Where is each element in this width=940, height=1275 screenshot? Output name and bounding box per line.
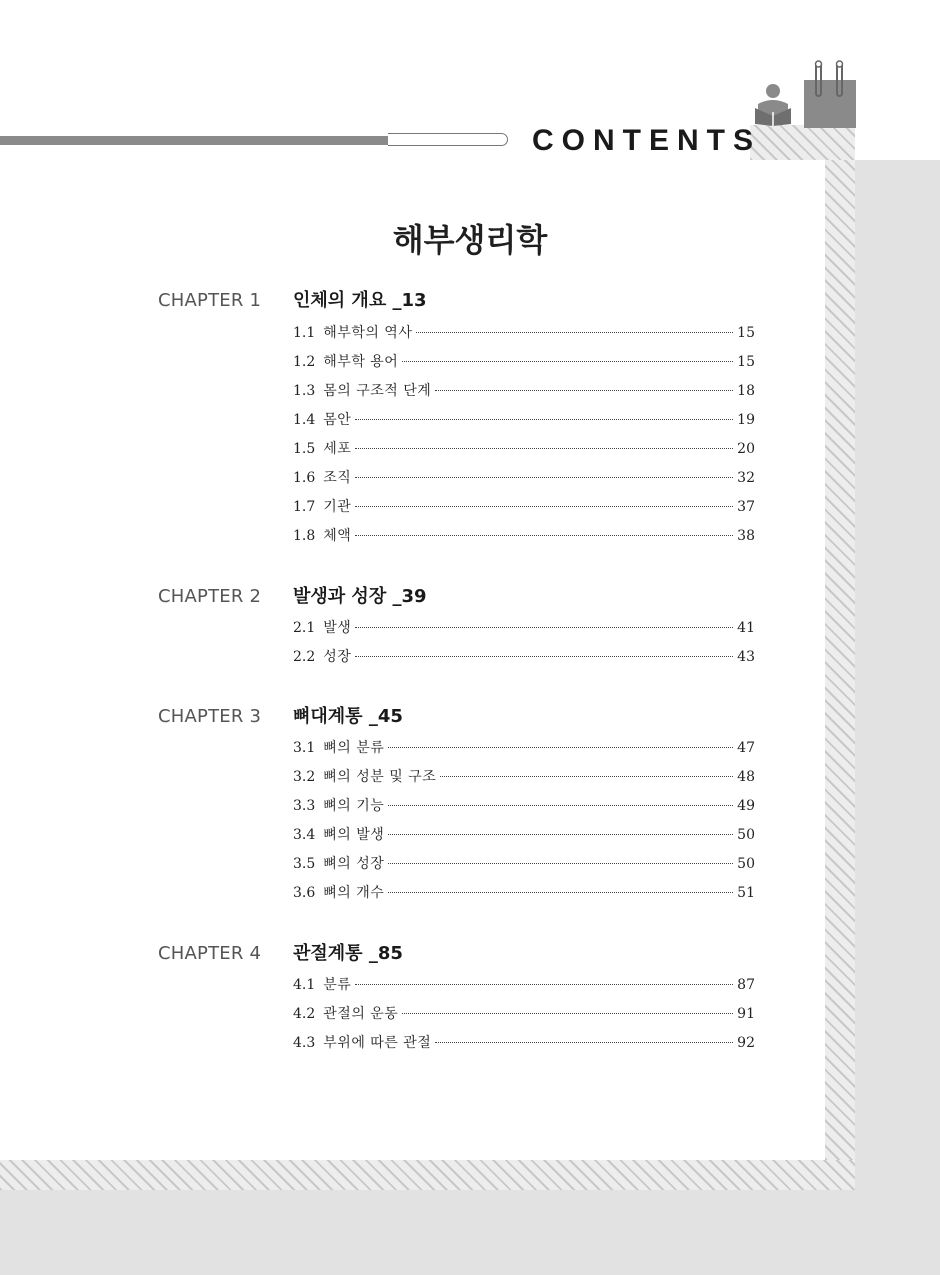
dot-leader (388, 834, 733, 835)
section-title: 뼈의 분류 (323, 740, 385, 756)
hatch-decoration-right (825, 160, 855, 1160)
section-number: 3.1 (293, 740, 316, 756)
section-title: 성장 (323, 649, 352, 665)
toc-entry[interactable] (293, 766, 755, 788)
background-right-band (855, 160, 940, 1275)
toc-entry[interactable] (293, 467, 755, 489)
section-number: 4.1 (293, 977, 316, 993)
section-title: 뼈의 개수 (323, 885, 385, 901)
section-title: 해부학 용어 (323, 354, 399, 370)
section-page: 15 (737, 354, 755, 370)
reader-book-icon (752, 82, 794, 126)
section-title: 기관 (323, 499, 352, 515)
section-page: 50 (737, 827, 755, 843)
dot-leader (388, 747, 733, 748)
toc-entry[interactable] (293, 882, 755, 904)
chapter-label: CHAPTER 2 (158, 586, 262, 607)
section-page: 92 (737, 1035, 755, 1051)
dot-leader (388, 805, 733, 806)
section-number: 4.2 (293, 1006, 316, 1022)
section-page: 41 (737, 620, 755, 636)
section-title: 뼈의 성장 (323, 856, 385, 872)
chapter-title[interactable]: 관절계통 _85 (293, 943, 403, 964)
section-page: 19 (737, 412, 755, 428)
section-page: 91 (737, 1006, 755, 1022)
section-title: 세포 (323, 441, 352, 457)
section-page: 47 (737, 740, 755, 756)
toc-entry[interactable] (293, 824, 755, 846)
section-title: 뼈의 기능 (323, 798, 385, 814)
section-number: 1.7 (293, 499, 316, 515)
section-page: 20 (737, 441, 755, 457)
toc-entry[interactable] (293, 853, 755, 875)
dot-leader (355, 477, 733, 478)
dot-leader (355, 535, 733, 536)
dot-leader (355, 448, 733, 449)
book-title: 해부생리학 (392, 221, 548, 259)
section-number: 1.1 (293, 325, 316, 341)
dot-leader (435, 1042, 733, 1043)
toc-entry[interactable] (293, 617, 755, 639)
section-title: 뼈의 발생 (323, 827, 385, 843)
binder-folder-icon (804, 58, 856, 128)
hatch-decoration-top (750, 125, 855, 160)
section-number: 1.8 (293, 528, 316, 544)
toc-entry[interactable] (293, 380, 755, 402)
section-page: 49 (737, 798, 755, 814)
toc-entry[interactable] (293, 525, 755, 547)
dot-leader (388, 892, 733, 893)
section-title: 조직 (323, 470, 352, 486)
section-number: 2.2 (293, 649, 316, 665)
chapter-label: CHAPTER 1 (158, 290, 262, 311)
toc-entry[interactable] (293, 974, 755, 996)
section-title: 발생 (323, 620, 352, 636)
section-number: 2.1 (293, 620, 316, 636)
toc-entry[interactable] (293, 496, 755, 518)
section-title: 몸안 (323, 412, 352, 428)
dot-leader (388, 863, 733, 864)
section-number: 3.5 (293, 856, 316, 872)
section-number: 3.2 (293, 769, 316, 785)
toc-entry[interactable] (293, 646, 755, 668)
dot-leader (440, 776, 733, 777)
section-number: 1.5 (293, 441, 316, 457)
dot-leader (355, 984, 733, 985)
dot-leader (355, 506, 733, 507)
toc-entry[interactable] (293, 1003, 755, 1025)
dot-leader (402, 1013, 733, 1014)
section-title: 관절의 운동 (323, 1006, 399, 1022)
section-page: 15 (737, 325, 755, 341)
section-number: 1.2 (293, 354, 316, 370)
chapter-label: CHAPTER 4 (158, 943, 262, 964)
toc-entry[interactable] (293, 409, 755, 431)
dot-leader (435, 390, 733, 391)
toc-entry[interactable] (293, 1032, 755, 1054)
section-page: 51 (737, 885, 755, 901)
section-page: 87 (737, 977, 755, 993)
chapter-title[interactable]: 인체의 개요 _13 (293, 290, 427, 311)
section-number: 1.4 (293, 412, 316, 428)
section-page: 18 (737, 383, 755, 399)
section-title: 뼈의 성분 및 구조 (323, 769, 437, 785)
header-bar (0, 136, 390, 145)
background-bottom-band (0, 1190, 940, 1275)
section-title: 부위에 따른 관절 (323, 1035, 432, 1051)
toc-entry[interactable] (293, 795, 755, 817)
chapter-title[interactable]: 뼈대계통 _45 (293, 706, 403, 727)
dot-leader (355, 419, 733, 420)
section-number: 3.6 (293, 885, 316, 901)
section-page: 48 (737, 769, 755, 785)
section-page: 38 (737, 528, 755, 544)
dot-leader (416, 332, 733, 333)
section-page: 37 (737, 499, 755, 515)
section-page: 32 (737, 470, 755, 486)
toc-entry[interactable] (293, 438, 755, 460)
header-bar-end (388, 133, 508, 146)
toc-entry[interactable] (293, 322, 755, 344)
dot-leader (355, 627, 733, 628)
section-number: 1.3 (293, 383, 316, 399)
section-title: 해부학의 역사 (323, 325, 413, 341)
dot-leader (402, 361, 733, 362)
hatch-decoration-bottom (0, 1160, 855, 1190)
section-number: 3.4 (293, 827, 316, 843)
toc-entry[interactable] (293, 351, 755, 373)
contents-heading: CONTENTS (532, 124, 761, 157)
section-title: 체액 (323, 528, 352, 544)
section-number: 1.6 (293, 470, 316, 486)
section-title: 분류 (323, 977, 352, 993)
toc-entry[interactable] (293, 737, 755, 759)
dot-leader (355, 656, 733, 657)
section-page: 50 (737, 856, 755, 872)
section-title: 몸의 구조적 단계 (323, 383, 432, 399)
section-number: 3.3 (293, 798, 316, 814)
section-page: 43 (737, 649, 755, 665)
section-number: 4.3 (293, 1035, 316, 1051)
chapter-title[interactable]: 발생과 성장 _39 (293, 586, 427, 607)
chapter-label: CHAPTER 3 (158, 706, 262, 727)
